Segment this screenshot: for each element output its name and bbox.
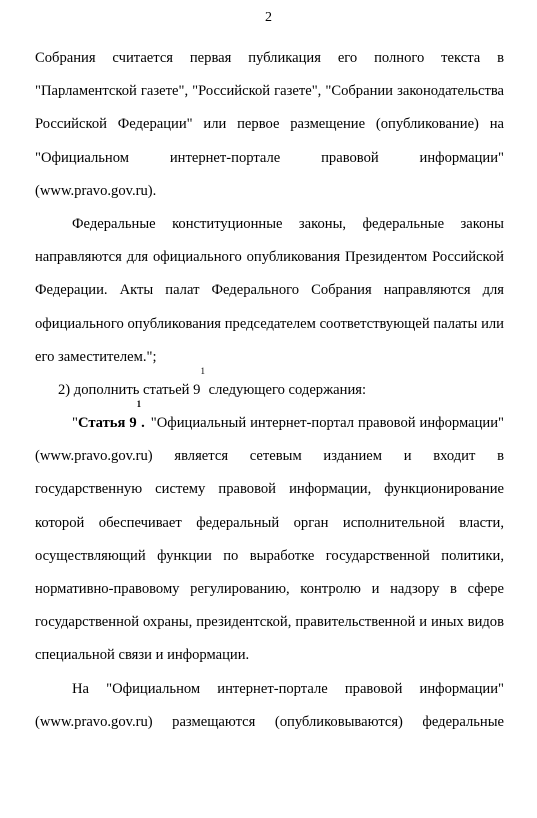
paragraph-laws-sent-for-publication (35, 208, 504, 374)
text-line: (www.pravo.gov.ru) размещаются (опубликовываются) федеральные (35, 713, 504, 730)
text-line: (www.pravo.gov.ru) является сетевым изданием и входит в (35, 448, 504, 465)
paragraph-publication-sources (35, 42, 504, 208)
text-line: Федерации. Акты палат Федерального Собрания направляются для (35, 282, 504, 299)
text-line: Российской Федерации" или первое размещение (опубликование) на (35, 116, 504, 133)
article-title: "Официальный интернет-портал правовой информации" (150, 415, 504, 432)
item-prefix: 2) дополнить статьей 9 (58, 381, 201, 398)
text-line: его заместителем."; (35, 348, 157, 365)
superscript: 1 (200, 365, 205, 376)
text-line: "Парламентской газете", "Российской газете", "Собрании законодательства (35, 83, 504, 100)
document-body (35, 42, 504, 739)
page-number: 2 (265, 10, 272, 25)
item-suffix: следующего содержания: (204, 381, 367, 398)
text-line: которой обеспечивает федеральный орган исполнительной власти, (35, 514, 504, 531)
text-line: Федеральные конституционные законы, федеральные законы (72, 215, 504, 232)
text-line: специальной связи и информации. (35, 647, 250, 664)
text-line (35, 365, 504, 410)
text-line: "Официальном интернет-портале правовой информации" (35, 149, 504, 166)
article-heading: Статья $9^1$. (77, 399, 145, 432)
text-line: На "Официальном интернет-портале правовой информации" (72, 680, 504, 697)
text-line: официального опубликования председателем соответствующей палаты или (35, 315, 504, 332)
text-line: Собрания считается первая публикация его полного текста в (35, 50, 504, 66)
text-line: государственной охраны, президентской, правительственной и иных видов (35, 614, 504, 631)
text-line: осуществляющий функции по выработке государственной политики, (35, 547, 504, 564)
quote-mark: " (72, 415, 78, 432)
paragraph-portal-publications (35, 673, 504, 739)
article-9-1 (35, 399, 504, 673)
text-line: направляются для официального опубликования Президентом Российской (35, 249, 504, 266)
text-line: нормативно-правовому регулированию, контролю и надзору в сфере (35, 581, 504, 597)
list-item-2 (35, 365, 504, 410)
text-line: государственную систему правовой информации, функционирование (35, 481, 504, 498)
text-line: (www.pravo.gov.ru). (35, 182, 157, 199)
superscript: 1 (136, 399, 142, 410)
article-heading-line (35, 399, 504, 440)
